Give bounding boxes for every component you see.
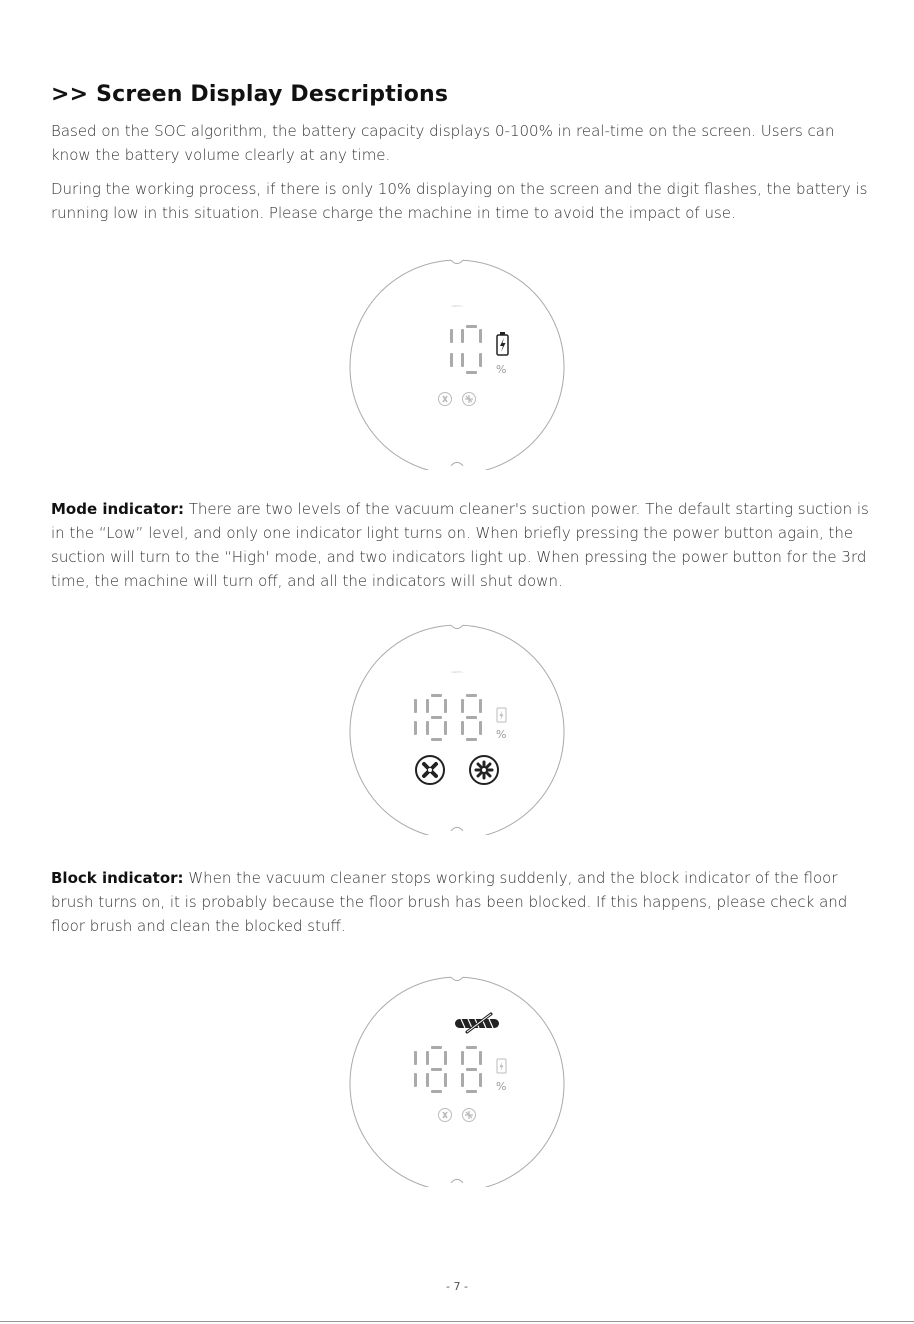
- svg-text:%: %: [496, 728, 507, 741]
- block-indicator-paragraph: [51, 866, 871, 938]
- fan-icon-right: [463, 393, 476, 406]
- display-block: [347, 972, 567, 1187]
- low-battery-paragraph: During the working process, if there is only 10% displaying on the screen and the digit flashes, the battery is running low in this situation. Please charge the machine in time to avoid the impact of use.: [51, 180, 868, 222]
- bottom-rule: [0, 1321, 914, 1322]
- display-mode-high: [347, 620, 567, 835]
- fan-icon-right: [470, 756, 498, 784]
- soc-paragraph: Based on the SOC algorithm, the battery capacity displays 0-100% in real-time on the screen. Users can know the battery volume clearly at any time.: [51, 122, 835, 164]
- battery-charging-icon: [497, 332, 508, 355]
- block-indicator-text: When the vacuum cleaner stops working suddenly, and the block indicator of the floor brush turns on, it is probably because the floor brush has been blocked. If this happens, please check and floor brush and clean the blocked stuff.: [51, 869, 848, 935]
- display-battery-low: [347, 255, 567, 470]
- fan-icon-left: [416, 756, 444, 784]
- svg-text:·ᵃᵖᵖˡⁱᵉˢ·: ·ᵃᵖᵖˡⁱᵉˢ·: [450, 670, 464, 675]
- svg-text:·ᵃᵖᵖˡⁱᵉˢ·: ·ᵃᵖᵖˡⁱᵉˢ·: [450, 304, 464, 309]
- fan-icon-left: [439, 393, 452, 406]
- svg-text:%: %: [496, 363, 507, 376]
- block-indicator-label: Block indicator:: [51, 869, 184, 887]
- svg-text:%: %: [496, 1080, 507, 1093]
- mode-indicator-label: Mode indicator:: [51, 500, 184, 518]
- mode-indicator-text: There are two levels of the vacuum cleaner's suction power. The default starting suction is in the “Low” level, and only one indicator light turns on. When briefly pressing the power button again, the suction will turn to the “High' mode, and two indicators light up. When pressing the power button for the 3rd time, the machine will turn off, and all the indicators will shut down.: [51, 500, 869, 590]
- mode-indicator-paragraph: [51, 497, 871, 593]
- page-number: - 7 -: [446, 1280, 468, 1293]
- fan-icon-left: [439, 1109, 452, 1122]
- battery-charging-icon: [497, 708, 506, 722]
- page-heading: >> Screen Display Descriptions: [51, 82, 449, 107]
- fan-icon-right: [463, 1109, 476, 1122]
- battery-charging-icon: [497, 1059, 506, 1073]
- brush-block-icon: [455, 1014, 499, 1032]
